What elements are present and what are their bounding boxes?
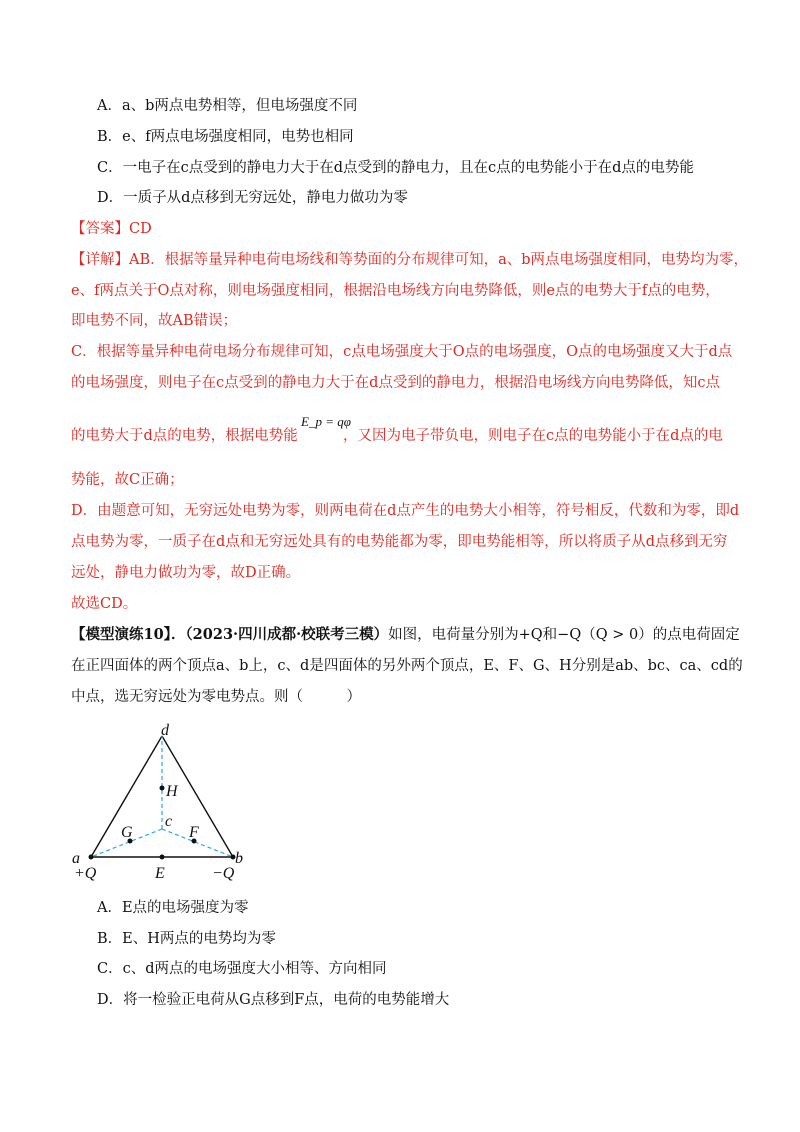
label-a: a: [72, 850, 80, 867]
label-minus-q: −Q: [212, 865, 235, 882]
explanation-line-6a: 的电势大于d点的电势，根据电势能: [71, 428, 298, 444]
explanation-line-3: 即电势不同，故AB错误；: [71, 313, 238, 329]
question-tag: 【模型演练10】: [71, 626, 171, 643]
conclusion: 故选CD。: [71, 596, 138, 612]
explanation-line-1: 【详解】AB．根据等量异种电荷电场线和等势面的分布规律可知，a、b两点电场强度相同，电势均为零，: [71, 252, 749, 268]
tetrahedron-figure: [60, 718, 280, 888]
label-plus-q: +Q: [74, 865, 97, 882]
explanation-line-9: 点电势为零，一质子在d点和无穷远处具有的电势能都为零，即电势能相等，所以将质子从d点移到无穷: [71, 534, 728, 550]
option-c: C．c、d两点的电场强度大小相等、方向相同: [97, 961, 387, 977]
question-header: [71, 625, 740, 645]
explanation-line-7: 势能，故C正确；: [71, 472, 184, 488]
label-c: c: [165, 813, 173, 830]
explanation-line-2: e、f两点关于O点对称，则电场强度相同，根据沿电场线方向电势降低，则e点的电势大于f点的电势，: [71, 283, 720, 299]
explanation-line-6b: ，又因为电子带负电，则电子在c点的电势能小于在d点的电: [343, 428, 723, 444]
label-f: F: [189, 824, 199, 841]
answer-line: 【答案】CD: [71, 221, 152, 237]
option-d: D．将一检验正电荷从G点移到F点，电荷的电势能增大: [97, 992, 450, 1008]
label-d: d: [161, 722, 169, 739]
point-a: [89, 855, 94, 860]
label-e: E: [155, 865, 165, 882]
prev-option-c: C．一电子在c点受到的静电力大于在d点受到的静电力，且在c点的电势能小于在d点的电势能: [97, 160, 694, 176]
label-g: G: [121, 824, 133, 841]
prev-option-a: A．a、b两点电势相等，但电场强度不同: [97, 98, 358, 114]
explanation-line-10: 远处，静电力做功为零，故D正确。: [71, 565, 301, 581]
question-stem-2: 在正四面体的两个顶点a、b上，c、d是四面体的另外两个顶点，E、F、G、H分别是ab、bc、ca、cd的: [71, 658, 743, 674]
point-e: [160, 855, 165, 860]
option-b: B．E、H两点的电势均为零: [97, 931, 276, 947]
explanation-line-8: D．由题意可知，无穷远处电势为零，则两电荷在d点产生的电势大小相等，符号相反，代数和为零，即d: [71, 503, 740, 519]
label-h: H: [166, 783, 178, 800]
potential-energy-formula: E_p = qφ: [301, 414, 351, 429]
point-h: [160, 786, 165, 791]
label-b: b: [235, 850, 243, 867]
explanation-line-5: 的电场强度，则电子在c点受到的静电力大于在d点受到的静电力，根据沿电场线方向电势降低，知c点: [71, 375, 721, 391]
option-a: A．E点的电场强度为零: [97, 900, 249, 916]
prev-option-b: B．e、f两点电场强度相同，电势也相同: [97, 129, 354, 145]
question-source: ．（2023·四川成都·校联考三模）: [170, 626, 389, 643]
explanation-line-4: C．根据等量异种电荷电场分布规律可知，c点电场强度大于O点的电场强度，O点的电场强度又大于d点: [71, 344, 733, 360]
question-stem-1: 如图，电荷量分别为+Q和−Q（Q > 0）的点电荷固定: [388, 627, 740, 643]
question-stem-3: 中点，选无穷远处为零电势点。则（ ）: [71, 689, 361, 705]
prev-option-d: D．一质子从d点移到无穷远处，静电力做功为零: [97, 190, 408, 206]
